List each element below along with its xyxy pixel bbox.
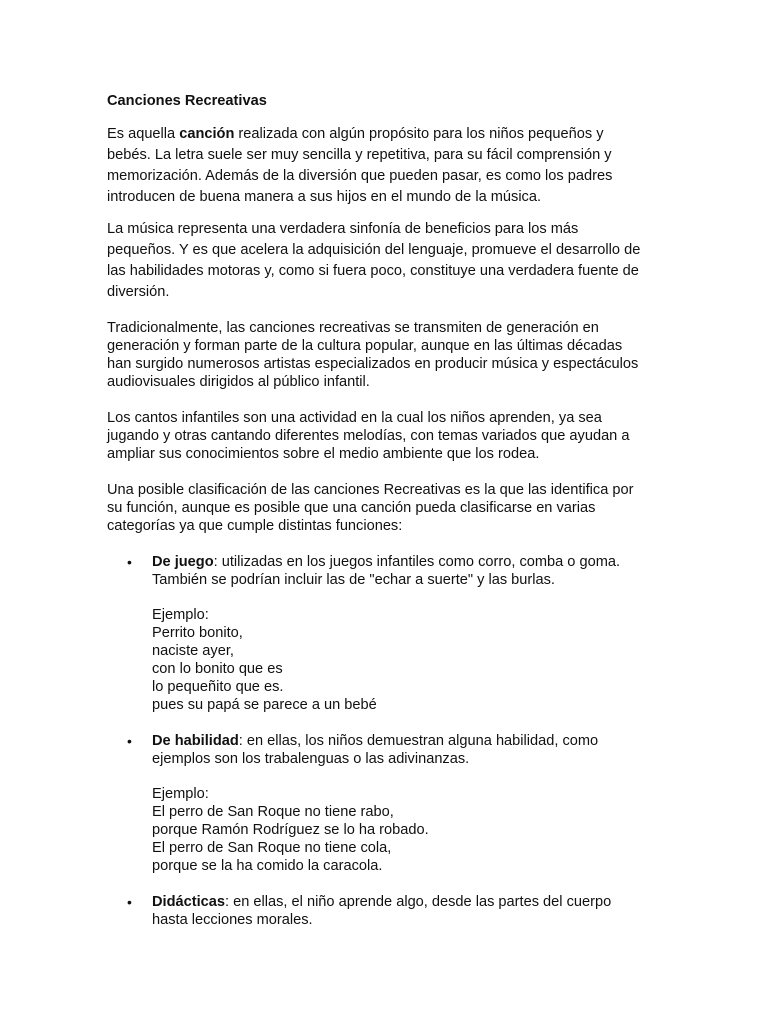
example-line: con lo bonito que es bbox=[152, 661, 283, 677]
text-run: : en ellas, el niño aprende algo, desde las partes del cuerpo bbox=[225, 894, 612, 910]
example-line: lo pequeñito que es. bbox=[152, 679, 284, 695]
paragraph-5 bbox=[107, 481, 667, 535]
paragraph-line: su función, aunque es posible que una canción pueda clasificarse en varias bbox=[107, 500, 596, 516]
bold-term: De juego bbox=[152, 554, 214, 570]
paragraph-line: Los cantos infantiles son una actividad en la cual los niños aprenden, ya sea bbox=[107, 410, 602, 426]
paragraph-line: memorización. Además de la diversión que pueden pasar, es como los padres bbox=[107, 168, 613, 184]
paragraph-line: Tradicionalmente, las canciones recreativas se transmiten de generación en bbox=[107, 320, 599, 336]
paragraph-2 bbox=[107, 219, 667, 303]
paragraph-line: generación y forman parte de la cultura popular, aunque en las últimas décadas bbox=[107, 338, 623, 354]
example-line: El perro de San Roque no tiene cola, bbox=[152, 840, 392, 856]
list-item-line bbox=[152, 553, 672, 571]
bullet-icon: • bbox=[127, 554, 132, 570]
list-item-line: hasta lecciones morales. bbox=[152, 912, 313, 928]
paragraph-line: Una posible clasificación de las canciones Recreativas es la que las identifica por bbox=[107, 482, 634, 498]
text-run: : utilizadas en los juegos infantiles como corro, comba o goma. bbox=[213, 554, 621, 570]
paragraph-line: introducen de buena manera a sus hijos en el mundo de la música. bbox=[107, 189, 542, 205]
bold-term: canción bbox=[179, 126, 235, 142]
paragraph-line: categorías ya que cumple distintas funciones: bbox=[107, 518, 403, 534]
list-item-line bbox=[152, 732, 672, 750]
example-de-juego bbox=[152, 606, 377, 714]
paragraph-line: las habilidades motoras y, como si fuera poco, constituye una verdadera fuente de bbox=[107, 263, 639, 279]
paragraph-line: han surgido numerosos artistas especializados en producir música y espectáculos bbox=[107, 356, 639, 372]
bullet-icon: • bbox=[127, 894, 132, 910]
example-line: El perro de San Roque no tiene rabo, bbox=[152, 804, 394, 820]
example-line: Ejemplo: bbox=[152, 786, 209, 802]
paragraph-line: audiovisuales dirigidos al público infantil. bbox=[107, 374, 370, 390]
paragraph-line: bebés. La letra suele ser muy sencilla y repetitiva, para su fácil comprensión y bbox=[107, 147, 612, 163]
paragraph-line: ampliar sus conocimientos sobre el medio ambiente que los rodea. bbox=[107, 446, 540, 462]
list-item-line: También se podrían incluir las de "echar a suerte" y las burlas. bbox=[152, 572, 555, 588]
paragraph-line bbox=[107, 124, 667, 145]
paragraph-line: jugando y otras cantando diferentes melodías, con temas variados que ayudan a bbox=[107, 428, 630, 444]
list-item-line: ejemplos son los trabalenguas o las adivinanzas. bbox=[152, 751, 470, 767]
paragraph-4 bbox=[107, 409, 667, 463]
example-de-habilidad bbox=[152, 785, 429, 875]
list-item-text bbox=[152, 732, 672, 768]
paragraph-1 bbox=[107, 124, 667, 208]
example-line: pues su papá se parece a un bebé bbox=[152, 697, 377, 713]
list-item-text bbox=[152, 893, 672, 929]
paragraph-3 bbox=[107, 319, 667, 391]
document-title: Canciones Recreativas bbox=[107, 93, 267, 109]
list-item-text bbox=[152, 553, 672, 589]
text-run: : en ellas, los niños demuestran alguna habilidad, como bbox=[238, 733, 599, 749]
paragraph-line: diversión. bbox=[107, 284, 170, 300]
paragraph-line: pequeños. Y es que acelera la adquisición del lenguaje, promueve el desarrollo de bbox=[107, 242, 641, 258]
bullet-icon: • bbox=[127, 733, 132, 749]
bold-term: De habilidad bbox=[152, 733, 239, 749]
text-run: Es aquella bbox=[107, 126, 180, 142]
bold-term: Didácticas bbox=[152, 894, 226, 910]
list-item-line bbox=[152, 893, 672, 911]
example-line: Ejemplo: bbox=[152, 607, 209, 623]
text-run: realizada con algún propósito para los niños pequeños y bbox=[234, 126, 604, 142]
paragraph-line: La música representa una verdadera sinfonía de beneficios para los más bbox=[107, 221, 579, 237]
example-line: porque Ramón Rodríguez se lo ha robado. bbox=[152, 822, 429, 838]
example-line: Perrito bonito, bbox=[152, 625, 243, 641]
example-line: porque se la ha comido la caracola. bbox=[152, 858, 383, 874]
example-line: naciste ayer, bbox=[152, 643, 234, 659]
